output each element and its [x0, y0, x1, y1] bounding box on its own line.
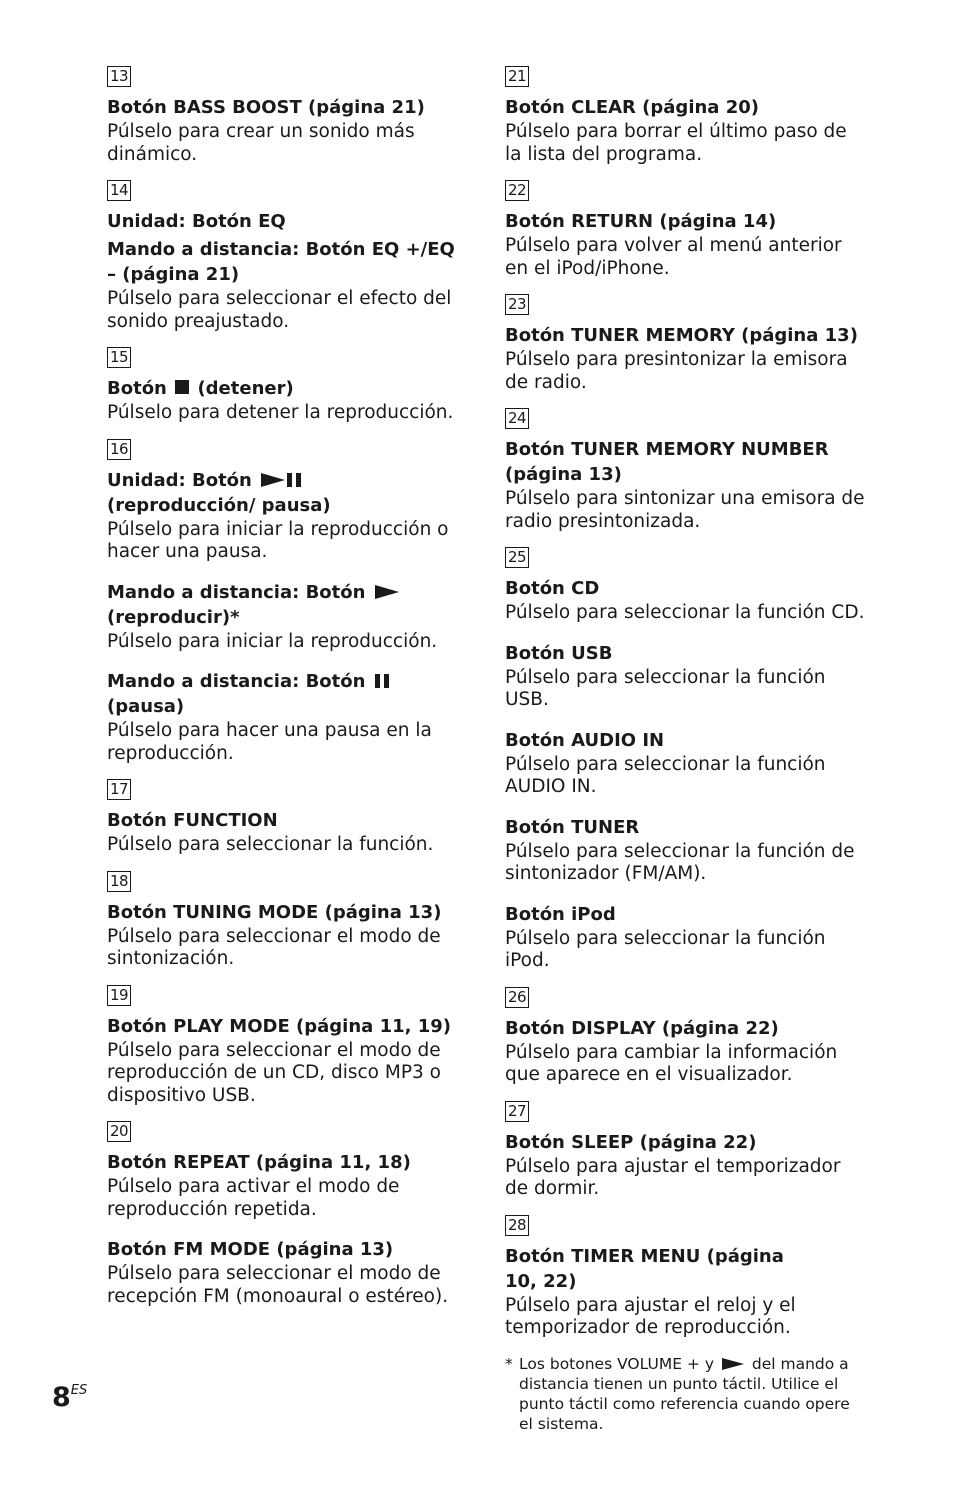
heading-text: (reproducción/ pausa) — [107, 494, 331, 516]
item-number: 16 — [107, 439, 131, 460]
stop-icon — [175, 380, 189, 394]
entry-description: Púlselo para volver al menú anterior en el iPod/iPhone. — [505, 235, 842, 279]
entry-heading: Botón DISPLAY (página 22) — [505, 1017, 779, 1039]
item-25 — [505, 547, 867, 973]
item-19 — [107, 985, 457, 1108]
page-language-suffix: ES — [70, 1383, 88, 1398]
entry — [505, 902, 867, 973]
entry-description: Púlselo para seleccionar el modo de sintonización. — [107, 925, 441, 969]
play-icon — [722, 1358, 744, 1370]
entry-heading: Botón USB — [505, 642, 613, 664]
page-number-value: 8 — [52, 1382, 71, 1413]
entry — [107, 1150, 457, 1221]
page-number — [52, 1382, 87, 1413]
entry-description: Púlselo para activar el modo de reproducción repetida. — [107, 1176, 400, 1220]
pause-icon — [375, 674, 389, 688]
item-17 — [107, 779, 457, 857]
heading-text: (detener) — [197, 378, 294, 399]
entry-description: Púlselo para seleccionar el modo de reproducción de un CD, disco MP3 o dispositivo USB. — [107, 1039, 441, 1106]
item-number: 19 — [107, 985, 131, 1006]
entry — [107, 1237, 457, 1308]
item-24 — [505, 408, 867, 533]
entry-description: Púlselo para seleccionar el efecto del sonido preajustado. — [107, 288, 452, 332]
heading-text: (pausa) — [107, 696, 185, 717]
play-icon — [261, 473, 285, 487]
entry — [107, 669, 457, 765]
entry-heading — [107, 376, 457, 401]
footnote-text: Los botones VOLUME + y — [519, 1354, 715, 1373]
entry-heading — [107, 669, 457, 719]
entry-heading: Botón REPEAT (página 11, 18) — [107, 1152, 411, 1173]
footnote-text: del mando a distancia tienen un punto táctil. Utilice el punto táctil como referencia cuando opere el sistema. — [519, 1354, 850, 1433]
item-16 — [107, 439, 457, 766]
entry-description: Púlselo para seleccionar el modo de recepción FM (monoaural o estéreo). — [107, 1263, 449, 1307]
entry — [107, 237, 457, 333]
entry-heading: Botón BASS BOOST (página 21) — [107, 97, 425, 118]
item-28 — [505, 1215, 867, 1340]
right-column — [505, 66, 867, 1434]
entry-description: Púlselo para presintonizar la emisora de radio. — [505, 349, 848, 393]
entry-description: Púlselo para ajustar el reloj y el temporizador de reproducción. — [505, 1294, 796, 1338]
entry-description: Púlselo para seleccionar la función iPod. — [505, 927, 826, 971]
entry-description: Púlselo para seleccionar la función. — [107, 834, 434, 855]
entry-description: Púlselo para borrar el último paso de la lista del programa. — [505, 121, 847, 165]
item-20 — [107, 1121, 457, 1308]
entry-heading: Botón CD — [505, 578, 600, 599]
item-number: 25 — [505, 547, 529, 568]
heading-text: Botón — [107, 378, 167, 399]
entry-heading: Botón TUNER MEMORY NUMBER (página 13) — [505, 439, 829, 485]
left-column — [107, 66, 457, 1322]
item-number: 28 — [505, 1215, 529, 1236]
entry — [107, 468, 457, 564]
entry-description: Púlselo para detener la reproducción. — [107, 402, 454, 423]
entry-description: Púlselo para sintonizar una emisora de radio presintonizada. — [505, 488, 865, 532]
item-number: 22 — [505, 180, 529, 201]
item-number: 15 — [107, 347, 131, 368]
pause-icon — [287, 473, 301, 487]
entry — [505, 1016, 867, 1087]
item-21 — [505, 66, 867, 166]
entry-description: Púlselo para seleccionar la función de sintonizador (FM/AM). — [505, 840, 855, 884]
item-27 — [505, 1101, 867, 1201]
entry — [505, 728, 867, 799]
item-14 — [107, 180, 457, 333]
entry-heading: Botón iPod — [505, 903, 616, 925]
entry — [107, 209, 457, 234]
entry-description: Púlselo para seleccionar la función AUDIO IN. — [505, 753, 826, 797]
entry-heading: Botón TUNING MODE (página 13) — [107, 901, 442, 923]
entry-heading: Botón PLAY MODE (página 11, 19) — [107, 1015, 451, 1037]
entry-description: Púlselo para ajustar el temporizador de dormir. — [505, 1155, 841, 1199]
entry-heading: Botón TIMER MENU (página 10, 22) — [505, 1245, 784, 1292]
footnote-mark: * — [505, 1354, 513, 1373]
entry-description: Púlselo para iniciar la reproducción. — [107, 630, 438, 652]
item-number: 18 — [107, 871, 131, 892]
entry — [505, 209, 867, 280]
item-13 — [107, 66, 457, 166]
entry — [505, 576, 867, 625]
entry-description: Púlselo para crear un sonido más dinámico. — [107, 121, 415, 165]
item-15 — [107, 347, 457, 425]
entry — [505, 95, 867, 166]
entry — [505, 437, 867, 533]
entry-description: Púlselo para seleccionar la función CD. — [505, 602, 865, 623]
entry-heading: Botón TUNER — [505, 816, 640, 838]
entry — [107, 1014, 457, 1108]
entry — [107, 95, 457, 166]
entry-heading — [107, 580, 457, 630]
entry — [505, 323, 867, 394]
item-number: 27 — [505, 1101, 529, 1122]
footnote — [505, 1354, 867, 1434]
item-23 — [505, 294, 867, 394]
item-number: 24 — [505, 408, 529, 429]
entry-heading: Mando a distancia: Botón EQ +/EQ – (página 21) — [107, 239, 455, 285]
entry-heading: Botón SLEEP (página 22) — [505, 1131, 757, 1153]
item-number: 17 — [107, 779, 131, 800]
item-number: 23 — [505, 294, 529, 315]
item-26 — [505, 987, 867, 1087]
entry — [107, 376, 457, 425]
item-number: 21 — [505, 66, 529, 87]
entry-heading: Botón FM MODE (página 13) — [107, 1239, 394, 1260]
entry-heading: Botón CLEAR (página 20) — [505, 97, 759, 118]
item-number: 14 — [107, 180, 131, 201]
heading-text: Unidad: Botón — [107, 469, 252, 491]
heading-text: Mando a distancia: Botón — [107, 671, 366, 692]
entry-description: Púlselo para hacer una pausa en la reproducción. — [107, 720, 432, 764]
play-icon — [375, 585, 399, 599]
heading-text: (reproducir)* — [107, 606, 240, 628]
entry — [505, 641, 867, 712]
entry — [505, 815, 867, 886]
item-number: 20 — [107, 1121, 131, 1142]
entry — [107, 900, 457, 971]
item-number: 13 — [107, 66, 131, 87]
entry-heading: Botón RETURN (página 14) — [505, 211, 777, 232]
entry-description: Púlselo para iniciar la reproducción o hacer una pausa. — [107, 518, 449, 562]
item-number: 26 — [505, 987, 529, 1008]
entry-heading: Botón TUNER MEMORY (página 13) — [505, 325, 858, 346]
entry-heading: Botón FUNCTION — [107, 810, 278, 831]
entry-description: Púlselo para seleccionar la función USB. — [505, 666, 826, 710]
heading-text: Mando a distancia: Botón — [107, 581, 366, 603]
entry-heading: Unidad: Botón EQ — [107, 211, 286, 232]
entry — [505, 1244, 867, 1340]
entry — [107, 808, 457, 857]
entry-heading: Botón AUDIO IN — [505, 729, 665, 751]
entry-heading — [107, 468, 457, 518]
item-18 — [107, 871, 457, 971]
item-22 — [505, 180, 867, 280]
entry — [505, 1130, 867, 1201]
entry-description: Púlselo para cambiar la información que aparece en el visualizador. — [505, 1041, 838, 1085]
entry — [107, 580, 457, 654]
